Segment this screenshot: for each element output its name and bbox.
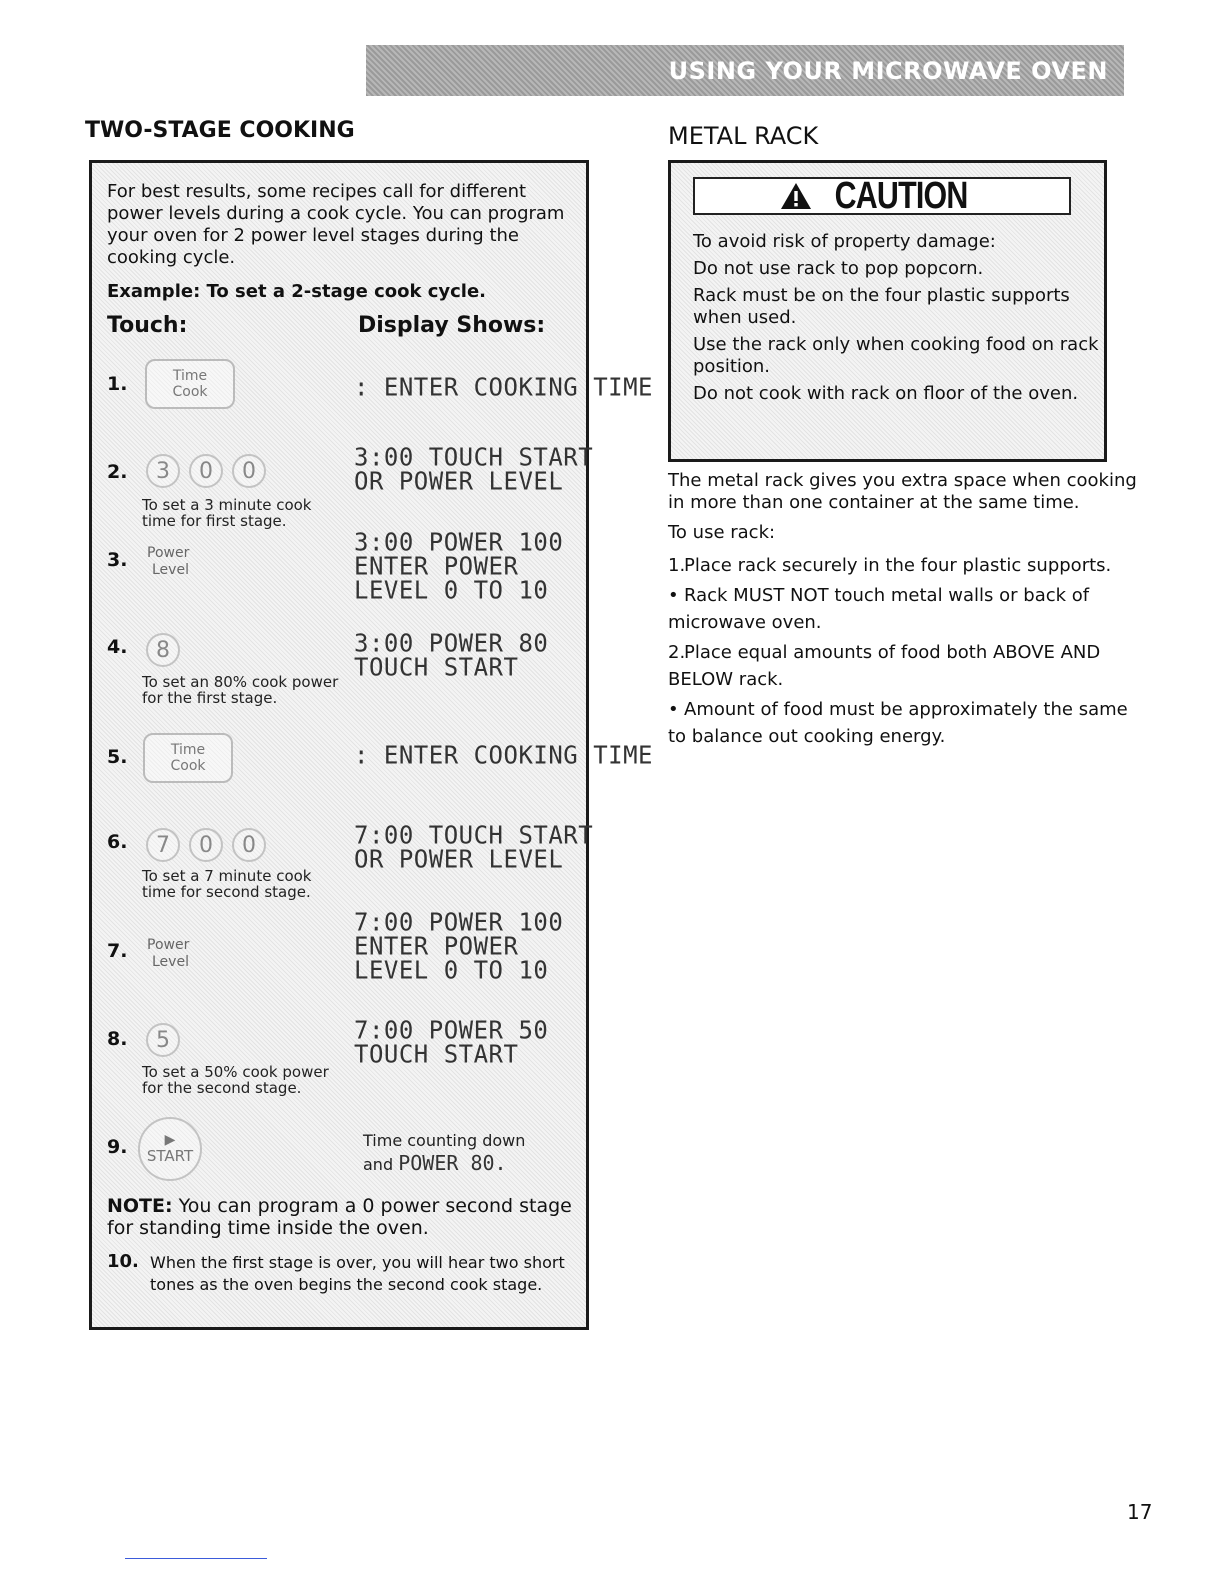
list-item	[668, 552, 1138, 579]
display-line: ENTER POWER	[354, 551, 519, 581]
step-note: To set an 80% cook power for the first stage.	[142, 673, 339, 707]
metal-rack-title: METAL RACK	[668, 122, 819, 150]
metal-rack-intro: The metal rack gives you extra space when cooking in more than one container at the same time.	[668, 470, 1137, 513]
power-level-key-label: Level	[152, 562, 189, 578]
display-line: ENTER POWER	[354, 931, 519, 961]
list-marker: 2.	[668, 642, 686, 663]
digit-key: 3	[146, 454, 180, 488]
list-item-text: Amount of food must be approximately the same to balance out cooking energy.	[668, 699, 1128, 747]
list-item-text: Place rack securely in the four plastic supports.	[684, 555, 1112, 576]
display-line: 7:00 POWER 100	[354, 907, 564, 937]
step-number: 5.	[107, 746, 128, 768]
note-text: You can program a 0 power second stage for standing time inside the oven.	[107, 1195, 572, 1239]
power-level-key-label: Level	[152, 954, 189, 970]
step-number: 4.	[107, 636, 128, 658]
example-heading: Example: To set a 2-stage cook cycle.	[107, 281, 487, 302]
power-level-key-label: Power	[147, 545, 190, 561]
page-banner: USING YOUR MICROWAVE OVEN	[366, 45, 1124, 96]
digit-key: 7	[146, 828, 180, 862]
step-number: 3.	[107, 549, 128, 571]
key-label: START	[146, 1147, 194, 1165]
step-10-text: When the first stage is over, you will hear two short tones as the oven begins the second cook stage.	[150, 1253, 565, 1294]
display-line: : ENTER COOKING TIME	[354, 372, 653, 402]
step-number: 9.	[107, 1136, 128, 1158]
step-number: 7.	[107, 940, 128, 962]
list-item-text: Rack MUST NOT touch metal walls or back of microwave oven.	[668, 585, 1090, 633]
digit-key: 0	[232, 828, 266, 862]
key-label: Time	[170, 742, 206, 758]
display-note-seg: POWER 80.	[398, 1151, 507, 1175]
time-cook-key	[143, 733, 233, 783]
page-number: 17	[1127, 1500, 1153, 1524]
start-key	[138, 1117, 202, 1181]
digit-key: 0	[189, 828, 223, 862]
note-paragraph	[107, 1195, 577, 1239]
step-note: To set a 3 minute cook time for first stage.	[142, 496, 312, 530]
two-stage-panel	[89, 160, 653, 1330]
display-line: TOUCH START	[354, 652, 519, 682]
caution-panel	[668, 160, 1107, 462]
caution-list	[693, 231, 1103, 410]
display-note-text: Time counting down	[363, 1131, 526, 1150]
display-line: 3:00 POWER 100	[354, 527, 564, 557]
warning-icon	[780, 182, 812, 210]
list-item	[668, 582, 1138, 636]
caution-line: To avoid risk of property damage:	[693, 231, 996, 252]
step-number: 10.	[107, 1251, 139, 1272]
display-line: 3:00 POWER 80	[354, 628, 549, 658]
play-icon: ▶	[164, 1132, 176, 1148]
step-note: To set a 7 minute cook time for second stage.	[142, 867, 312, 901]
list-item	[668, 696, 1138, 750]
display-line: : ENTER COOKING TIME	[354, 740, 653, 770]
display-line: OR POWER LEVEL	[354, 844, 564, 874]
display-shows-heading: Display Shows:	[358, 313, 546, 338]
display-note-and: and	[363, 1155, 394, 1174]
note-label: NOTE:	[107, 1195, 173, 1217]
caution-line: Do not cook with rack on floor of the oven.	[693, 383, 1079, 404]
display-line: 7:00 TOUCH START	[354, 820, 594, 850]
step-number: 2.	[107, 461, 128, 483]
footer-rule	[125, 1558, 267, 1559]
display-line: TOUCH START	[354, 1039, 519, 1069]
digit-key: 8	[146, 633, 180, 667]
key-label: Cook	[170, 758, 206, 774]
caution-line: Do not use rack to pop popcorn.	[693, 258, 984, 279]
display-line: OR POWER LEVEL	[354, 466, 564, 496]
two-stage-intro: For best results, some recipes call for different power levels during a cook cycle. You can program your oven for 2 power level stages during the cooking cycle.	[107, 181, 565, 268]
step-number: 8.	[107, 1028, 128, 1050]
metal-rack-body	[668, 470, 1138, 753]
power-level-key-label: Power	[147, 937, 190, 953]
caution-line: Use the rack only when cooking food on rack position.	[693, 334, 1099, 377]
display-line: 3:00 TOUCH START	[354, 442, 594, 472]
list-item	[668, 639, 1138, 693]
display-line: 7:00 POWER 50	[354, 1015, 549, 1045]
bullet-icon: •	[668, 699, 679, 720]
step-note: To set a 50% cook power for the second stage.	[142, 1063, 329, 1097]
to-use-rack-label: To use rack:	[668, 522, 776, 543]
digit-key: 0	[232, 454, 266, 488]
two-stage-cooking-title: TWO-STAGE COOKING	[85, 118, 355, 143]
list-marker: 1.	[668, 555, 686, 576]
display-note	[363, 1130, 525, 1176]
digit-key: 0	[189, 454, 223, 488]
step-number: 6.	[107, 831, 128, 853]
list-item-text: Place equal amounts of food both ABOVE AND BELOW rack.	[668, 642, 1101, 690]
touch-heading: Touch:	[107, 313, 188, 338]
display-line: LEVEL 0 TO 10	[354, 575, 549, 605]
caution-header	[693, 174, 1071, 217]
key-label: Cook	[172, 384, 208, 400]
display-line: LEVEL 0 TO 10	[354, 955, 549, 985]
time-cook-key	[145, 359, 235, 409]
step-number: 1.	[107, 373, 128, 395]
digit-key: 5	[146, 1023, 180, 1057]
key-label: Time	[172, 368, 208, 384]
bullet-icon: •	[668, 585, 679, 606]
caution-word: CAUTION	[834, 174, 968, 217]
caution-line: Rack must be on the four plastic supports when used.	[693, 285, 1070, 328]
